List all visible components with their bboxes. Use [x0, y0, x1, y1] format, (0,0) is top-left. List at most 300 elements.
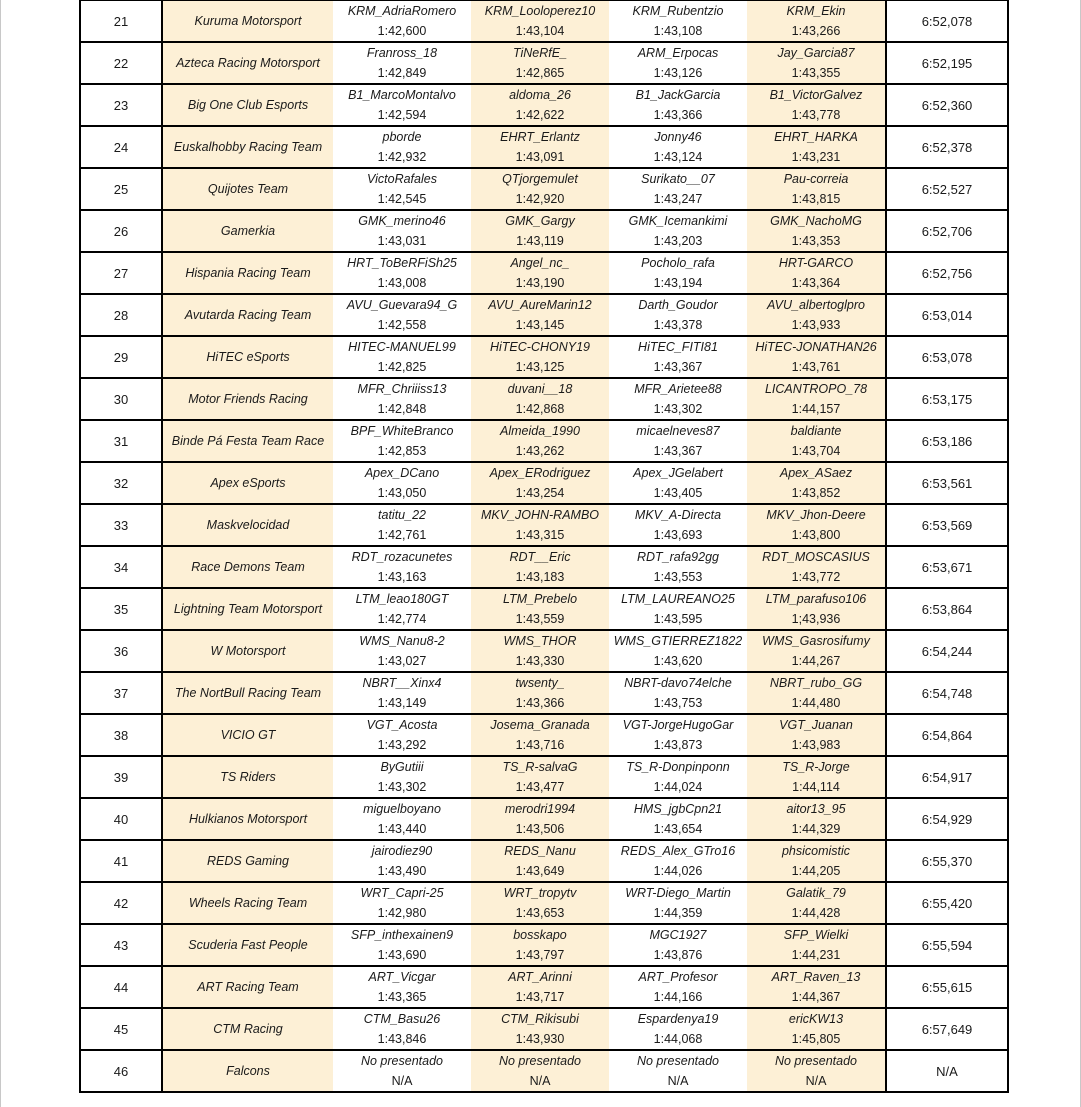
driver-name: Surikato__07 — [641, 172, 715, 186]
team-name-cell: Big One Club Esports — [162, 84, 333, 126]
driver-lap-time: 1:43,031 — [377, 234, 427, 248]
driver-name: RDT_MOSCASIUS — [762, 550, 870, 564]
driver-cell — [471, 378, 609, 420]
table-row — [80, 966, 1008, 1008]
driver-lap-time: 1:43,506 — [515, 822, 565, 836]
driver-cell — [609, 924, 747, 966]
table-row — [80, 336, 1008, 378]
table-row — [80, 798, 1008, 840]
driver-name: SFP_inthexainen9 — [350, 928, 454, 942]
driver-cell — [333, 1008, 471, 1050]
driver-cell — [747, 0, 886, 42]
driver-lap-time: 1:43,194 — [653, 276, 703, 290]
total-time-cell: 6:53,671 — [886, 546, 1008, 588]
driver-cell — [747, 798, 886, 840]
driver-name: Jonny46 — [654, 130, 702, 144]
table-row — [80, 672, 1008, 714]
driver-lap-time: 1:43,704 — [791, 444, 841, 458]
driver-lap-time: 1:43,797 — [515, 948, 565, 962]
driver-lap-time: 1:43,330 — [515, 654, 565, 668]
driver-name: ART_Profesor — [638, 970, 718, 984]
driver-name: VGT-JorgeHugoGar — [622, 718, 734, 732]
position-cell: 43 — [80, 924, 162, 966]
driver-lap-time: 1:43,163 — [377, 570, 427, 584]
driver-name: pborde — [382, 130, 422, 144]
driver-lap-time: 1:44,428 — [791, 906, 841, 920]
driver-cell — [609, 504, 747, 546]
driver-name: HITEC-MANUEL99 — [348, 340, 456, 354]
total-time-cell: 6:53,078 — [886, 336, 1008, 378]
driver-name: WRT_tropytv — [503, 886, 577, 900]
driver-cell — [609, 294, 747, 336]
position-cell: 45 — [80, 1008, 162, 1050]
driver-lap-time: 1:42,622 — [515, 108, 565, 122]
position-cell: 38 — [80, 714, 162, 756]
table-row — [80, 294, 1008, 336]
team-name-cell: CTM Racing — [162, 1008, 333, 1050]
driver-cell — [333, 672, 471, 714]
table-row — [80, 714, 1008, 756]
driver-name: WMS_Nanu8-2 — [359, 634, 445, 648]
driver-name: QTjorgemulet — [502, 172, 578, 186]
driver-name: Almeida_1990 — [500, 424, 580, 438]
driver-lap-time: 1:43,440 — [377, 822, 427, 836]
driver-cell — [471, 462, 609, 504]
driver-name: tatitu_22 — [378, 508, 426, 522]
driver-cell — [609, 84, 747, 126]
driver-name: VGT_Acosta — [366, 718, 438, 732]
driver-cell — [747, 378, 886, 420]
team-name-cell: Hispania Racing Team — [162, 252, 333, 294]
driver-name: VGT_Juanan — [779, 718, 853, 732]
driver-lap-time: 1:43,873 — [653, 738, 703, 752]
driver-cell — [333, 756, 471, 798]
driver-cell — [471, 420, 609, 462]
driver-lap-time: 1:43,302 — [377, 780, 427, 794]
total-time-cell: 6:54,864 — [886, 714, 1008, 756]
driver-name: Josema_Granada — [490, 718, 590, 732]
driver-lap-time: 1:44,267 — [791, 654, 841, 668]
team-name-cell: Hulkianos Motorsport — [162, 798, 333, 840]
driver-lap-time: 1:42,932 — [377, 150, 427, 164]
driver-lap-time: 1:44,157 — [791, 402, 841, 416]
driver-lap-time: 1:43,690 — [377, 948, 427, 962]
driver-cell — [471, 252, 609, 294]
driver-lap-time: 1:42,558 — [377, 318, 427, 332]
total-time-cell: 6:54,748 — [886, 672, 1008, 714]
position-cell: 31 — [80, 420, 162, 462]
driver-lap-time: 1:43,553 — [653, 570, 703, 584]
driver-name: duvani__18 — [507, 382, 573, 396]
driver-cell — [609, 630, 747, 672]
position-cell: 29 — [80, 336, 162, 378]
driver-lap-time: 1:43,203 — [653, 234, 703, 248]
driver-cell — [471, 126, 609, 168]
position-cell: 24 — [80, 126, 162, 168]
position-cell: 35 — [80, 588, 162, 630]
driver-lap-time: 1:43,753 — [653, 696, 703, 710]
driver-name: TS_R-salvaG — [502, 760, 578, 774]
position-cell: 30 — [80, 378, 162, 420]
position-cell: 27 — [80, 252, 162, 294]
table-row — [80, 546, 1008, 588]
driver-cell — [333, 0, 471, 42]
driver-name: Apex_DCano — [364, 466, 440, 480]
driver-cell — [747, 462, 886, 504]
table-row — [80, 756, 1008, 798]
table-row — [80, 42, 1008, 84]
driver-cell — [609, 1050, 747, 1092]
driver-lap-time: 1:43,231 — [791, 150, 841, 164]
driver-lap-time: 1:43,364 — [791, 276, 841, 290]
driver-lap-time: 1;43,936 — [791, 612, 841, 626]
table-row — [80, 168, 1008, 210]
driver-cell — [609, 336, 747, 378]
driver-lap-time: 1:43,846 — [377, 1032, 427, 1046]
driver-name: Pau-correia — [783, 172, 849, 186]
team-name-cell: Gamerkia — [162, 210, 333, 252]
position-cell: 23 — [80, 84, 162, 126]
position-cell: 37 — [80, 672, 162, 714]
driver-name: HRT_ToBeRFiSh25 — [347, 256, 457, 270]
driver-lap-time: 1:43,266 — [791, 24, 841, 38]
driver-cell — [333, 966, 471, 1008]
driver-name: aitor13_95 — [786, 802, 846, 816]
table-row — [80, 504, 1008, 546]
driver-name: ARM_Erpocas — [637, 46, 719, 60]
driver-lap-time: 1:43,262 — [515, 444, 565, 458]
table-row — [80, 126, 1008, 168]
driver-name: NBRT-davo74elche — [624, 676, 732, 690]
driver-name: MGC1927 — [649, 928, 707, 942]
driver-lap-time: 1:43,772 — [791, 570, 841, 584]
team-name-cell: Scuderia Fast People — [162, 924, 333, 966]
driver-name: HRT-GARCO — [778, 256, 854, 270]
table-row — [80, 84, 1008, 126]
driver-cell — [333, 924, 471, 966]
table-row — [80, 1008, 1008, 1050]
driver-lap-time: 1:43,247 — [653, 192, 703, 206]
driver-lap-time: 1:43,104 — [515, 24, 565, 38]
driver-name: CTM_Basu26 — [363, 1012, 441, 1026]
driver-lap-time: 1:43,716 — [515, 738, 565, 752]
table-row — [80, 1050, 1008, 1092]
driver-cell — [471, 210, 609, 252]
results-table-body — [80, 0, 1008, 1092]
table-row — [80, 210, 1008, 252]
driver-name: Apex_ERodriguez — [489, 466, 591, 480]
driver-cell — [333, 378, 471, 420]
driver-name: bosskapo — [513, 928, 567, 942]
position-cell: 42 — [80, 882, 162, 924]
team-name-cell: Avutarda Racing Team — [162, 294, 333, 336]
driver-name: LTM_parafuso106 — [765, 592, 867, 606]
driver-name: LTM_leao180GT — [355, 592, 449, 606]
driver-name: RDT_rozacunetes — [351, 550, 453, 564]
total-time-cell: 6:52,195 — [886, 42, 1008, 84]
driver-cell — [609, 1008, 747, 1050]
driver-lap-time: 1:43,124 — [653, 150, 703, 164]
driver-name: RDT__Eric — [509, 550, 571, 564]
driver-name: RDT_rafa92gg — [637, 550, 719, 564]
driver-lap-time: 1:43,365 — [377, 990, 427, 1004]
driver-lap-time: 1:44,231 — [791, 948, 841, 962]
driver-cell — [333, 252, 471, 294]
team-name-cell: Apex eSports — [162, 462, 333, 504]
driver-lap-time: 1:43,933 — [791, 318, 841, 332]
team-name-cell: Lightning Team Motorsport — [162, 588, 333, 630]
driver-name: WMS_Gasrosifumy — [762, 634, 870, 648]
driver-lap-time: 1:43,717 — [515, 990, 565, 1004]
driver-lap-time: 1:43,852 — [791, 486, 841, 500]
driver-lap-time: 1:44,480 — [791, 696, 841, 710]
driver-cell — [747, 588, 886, 630]
driver-cell — [747, 336, 886, 378]
driver-lap-time: 1:43,649 — [515, 864, 565, 878]
driver-lap-time: 1:42,774 — [377, 612, 427, 626]
driver-lap-time: 1:43,302 — [653, 402, 703, 416]
driver-cell — [471, 840, 609, 882]
driver-name: GMK_Gargy — [505, 214, 575, 228]
driver-cell — [471, 294, 609, 336]
driver-lap-time: 1:43,367 — [653, 360, 703, 374]
driver-lap-time: 1:43,353 — [791, 234, 841, 248]
driver-lap-time: 1:43,145 — [515, 318, 565, 332]
driver-name: LICANTROPO_78 — [764, 382, 868, 396]
driver-cell — [747, 1050, 886, 1092]
driver-cell — [471, 336, 609, 378]
driver-lap-time: 1:43,149 — [377, 696, 427, 710]
driver-name: ericKW13 — [788, 1012, 844, 1026]
driver-name: B1_JackGarcia — [635, 88, 721, 102]
driver-cell — [747, 714, 886, 756]
total-time-cell: 6:53,175 — [886, 378, 1008, 420]
driver-cell — [747, 42, 886, 84]
total-time-cell: 6:55,594 — [886, 924, 1008, 966]
driver-lap-time: 1:44,166 — [653, 990, 703, 1004]
driver-name: LTM_LAUREANO25 — [621, 592, 735, 606]
driver-lap-time: 1:43,190 — [515, 276, 565, 290]
driver-name: MFR_Chriiiss13 — [357, 382, 447, 396]
position-cell: 34 — [80, 546, 162, 588]
total-time-cell: N/A — [886, 1050, 1008, 1092]
driver-lap-time: 1:43,654 — [653, 822, 703, 836]
driver-lap-time: 1:43,355 — [791, 66, 841, 80]
driver-cell — [747, 966, 886, 1008]
driver-cell — [747, 1008, 886, 1050]
driver-name: WMS_THOR — [503, 634, 577, 648]
driver-lap-time: 1:42,920 — [515, 192, 565, 206]
position-cell: 46 — [80, 1050, 162, 1092]
driver-cell — [609, 378, 747, 420]
results-table — [79, 0, 1009, 1093]
driver-lap-time: 1:43,183 — [515, 570, 565, 584]
driver-cell — [333, 462, 471, 504]
driver-cell — [471, 714, 609, 756]
driver-name: REDS_Alex_GTro16 — [620, 844, 736, 858]
driver-lap-time: N/A — [667, 1074, 689, 1088]
driver-lap-time: 1:43,405 — [653, 486, 703, 500]
driver-cell — [609, 462, 747, 504]
driver-lap-time: 1:43,876 — [653, 948, 703, 962]
driver-name: ART_Arinni — [508, 970, 572, 984]
driver-lap-time: 1:42,761 — [377, 528, 427, 542]
driver-name: ByGutiii — [380, 760, 424, 774]
driver-name: No presentado — [636, 1054, 719, 1068]
driver-cell — [471, 924, 609, 966]
position-cell: 21 — [80, 0, 162, 42]
driver-cell — [471, 756, 609, 798]
driver-lap-time: 1:43,653 — [515, 906, 565, 920]
driver-lap-time: 1:42,594 — [377, 108, 427, 122]
total-time-cell: 6:54,929 — [886, 798, 1008, 840]
team-name-cell: VICIO GT — [162, 714, 333, 756]
driver-name: GMK_merino46 — [358, 214, 446, 228]
table-row — [80, 0, 1008, 42]
driver-cell — [609, 798, 747, 840]
driver-name: EHRT_Erlantz — [500, 130, 580, 144]
total-time-cell: 6:54,244 — [886, 630, 1008, 672]
driver-lap-time: 1:43,366 — [515, 696, 565, 710]
driver-name: Angel_nc_ — [510, 256, 570, 270]
driver-cell — [747, 126, 886, 168]
driver-cell — [609, 966, 747, 1008]
driver-name: No presentado — [774, 1054, 857, 1068]
driver-lap-time: 1:43,050 — [377, 486, 427, 500]
table-row — [80, 588, 1008, 630]
driver-lap-time: 1:43,761 — [791, 360, 841, 374]
driver-lap-time: 1:42,849 — [377, 66, 427, 80]
driver-cell — [333, 504, 471, 546]
team-name-cell: Azteca Racing Motorsport — [162, 42, 333, 84]
driver-cell — [471, 882, 609, 924]
team-name-cell: Maskvelocidad — [162, 504, 333, 546]
driver-name: MKV_Jhon-Deere — [766, 508, 866, 522]
driver-cell — [333, 42, 471, 84]
driver-name: WRT-Diego_Martin — [625, 886, 731, 900]
driver-lap-time: 1:43,490 — [377, 864, 427, 878]
driver-cell — [471, 84, 609, 126]
driver-cell — [333, 714, 471, 756]
driver-cell — [471, 1008, 609, 1050]
driver-lap-time: 1:42,545 — [377, 192, 427, 206]
driver-cell — [471, 966, 609, 1008]
driver-name: MKV_A-Directa — [634, 508, 722, 522]
driver-cell — [747, 630, 886, 672]
total-time-cell: 6:55,615 — [886, 966, 1008, 1008]
driver-lap-time: 1:43,119 — [516, 234, 564, 248]
driver-lap-time: 1:43,983 — [791, 738, 841, 752]
driver-cell — [333, 294, 471, 336]
driver-cell — [333, 210, 471, 252]
driver-name: TS_R-Donpinponn — [626, 760, 730, 774]
driver-cell — [609, 42, 747, 84]
driver-lap-time: 1:43,930 — [515, 1032, 565, 1046]
driver-name: AVU_albertoglpro — [767, 298, 865, 312]
position-cell: 36 — [80, 630, 162, 672]
driver-cell — [333, 420, 471, 462]
driver-cell — [747, 840, 886, 882]
driver-cell — [471, 42, 609, 84]
total-time-cell: 6:53,569 — [886, 504, 1008, 546]
driver-lap-time: 1:44,114 — [792, 780, 840, 794]
driver-lap-time: 1:43,800 — [791, 528, 841, 542]
driver-cell — [471, 630, 609, 672]
driver-name: BPF_WhiteBranco — [350, 424, 454, 438]
driver-cell — [609, 126, 747, 168]
total-time-cell: 6:55,420 — [886, 882, 1008, 924]
driver-name: aldoma_26 — [509, 88, 571, 102]
driver-cell — [747, 420, 886, 462]
team-name-cell: Falcons — [162, 1050, 333, 1092]
team-name-cell: Kuruma Motorsport — [162, 0, 333, 42]
driver-cell — [747, 882, 886, 924]
driver-name: TS_R-Jorge — [782, 760, 850, 774]
driver-lap-time: 1:44,367 — [791, 990, 841, 1004]
driver-lap-time: 1:43,008 — [377, 276, 427, 290]
position-cell: 25 — [80, 168, 162, 210]
team-name-cell: Motor Friends Racing — [162, 378, 333, 420]
driver-cell — [333, 630, 471, 672]
driver-name: GMK_NachoMG — [770, 214, 862, 228]
driver-cell — [333, 84, 471, 126]
driver-lap-time: 1:44,329 — [791, 822, 841, 836]
driver-name: VictoRafales — [367, 172, 437, 186]
driver-name: SFP_Wielki — [783, 928, 849, 942]
driver-cell — [609, 588, 747, 630]
driver-cell — [747, 210, 886, 252]
driver-lap-time: 1:43,126 — [653, 66, 703, 80]
total-time-cell: 6:57,649 — [886, 1008, 1008, 1050]
driver-name: baldiante — [790, 424, 842, 438]
driver-name: B1_VictorGalvez — [769, 88, 863, 102]
driver-name: Darth_Goudor — [638, 298, 718, 312]
driver-cell — [609, 168, 747, 210]
driver-name: NBRT__Xinx4 — [362, 676, 442, 690]
driver-cell — [747, 756, 886, 798]
driver-cell — [471, 798, 609, 840]
driver-name: REDS_Nanu — [504, 844, 576, 858]
driver-name: NBRT_rubo_GG — [769, 676, 863, 690]
driver-name: KRM_Rubentzio — [632, 4, 724, 18]
driver-name: EHRT_HARKA — [774, 130, 858, 144]
driver-name: LTM_Prebelo — [502, 592, 578, 606]
driver-cell — [609, 840, 747, 882]
driver-name: AVU_Guevara94_G — [346, 298, 458, 312]
driver-cell — [747, 672, 886, 714]
total-time-cell: 6:52,527 — [886, 168, 1008, 210]
driver-name: MFR_Arietee88 — [634, 382, 722, 396]
driver-lap-time: 1:44,359 — [653, 906, 703, 920]
team-name-cell: Binde Pá Festa Team Race — [162, 420, 333, 462]
driver-name: GMK_Icemankimi — [628, 214, 728, 228]
table-row — [80, 462, 1008, 504]
team-name-cell: Race Demons Team — [162, 546, 333, 588]
team-name-cell: HiTEC eSports — [162, 336, 333, 378]
team-name-cell: Quijotes Team — [162, 168, 333, 210]
driver-name: Apex_JGelabert — [633, 466, 723, 480]
driver-name: HiTEC-CHONY19 — [489, 340, 590, 354]
driver-cell — [609, 756, 747, 798]
position-cell: 26 — [80, 210, 162, 252]
driver-name: AVU_AureMarin12 — [488, 298, 592, 312]
driver-name: twsenty_ — [515, 676, 565, 690]
driver-name: No presentado — [498, 1054, 581, 1068]
position-cell: 40 — [80, 798, 162, 840]
position-cell: 44 — [80, 966, 162, 1008]
team-name-cell: W Motorsport — [162, 630, 333, 672]
driver-cell — [333, 1050, 471, 1092]
